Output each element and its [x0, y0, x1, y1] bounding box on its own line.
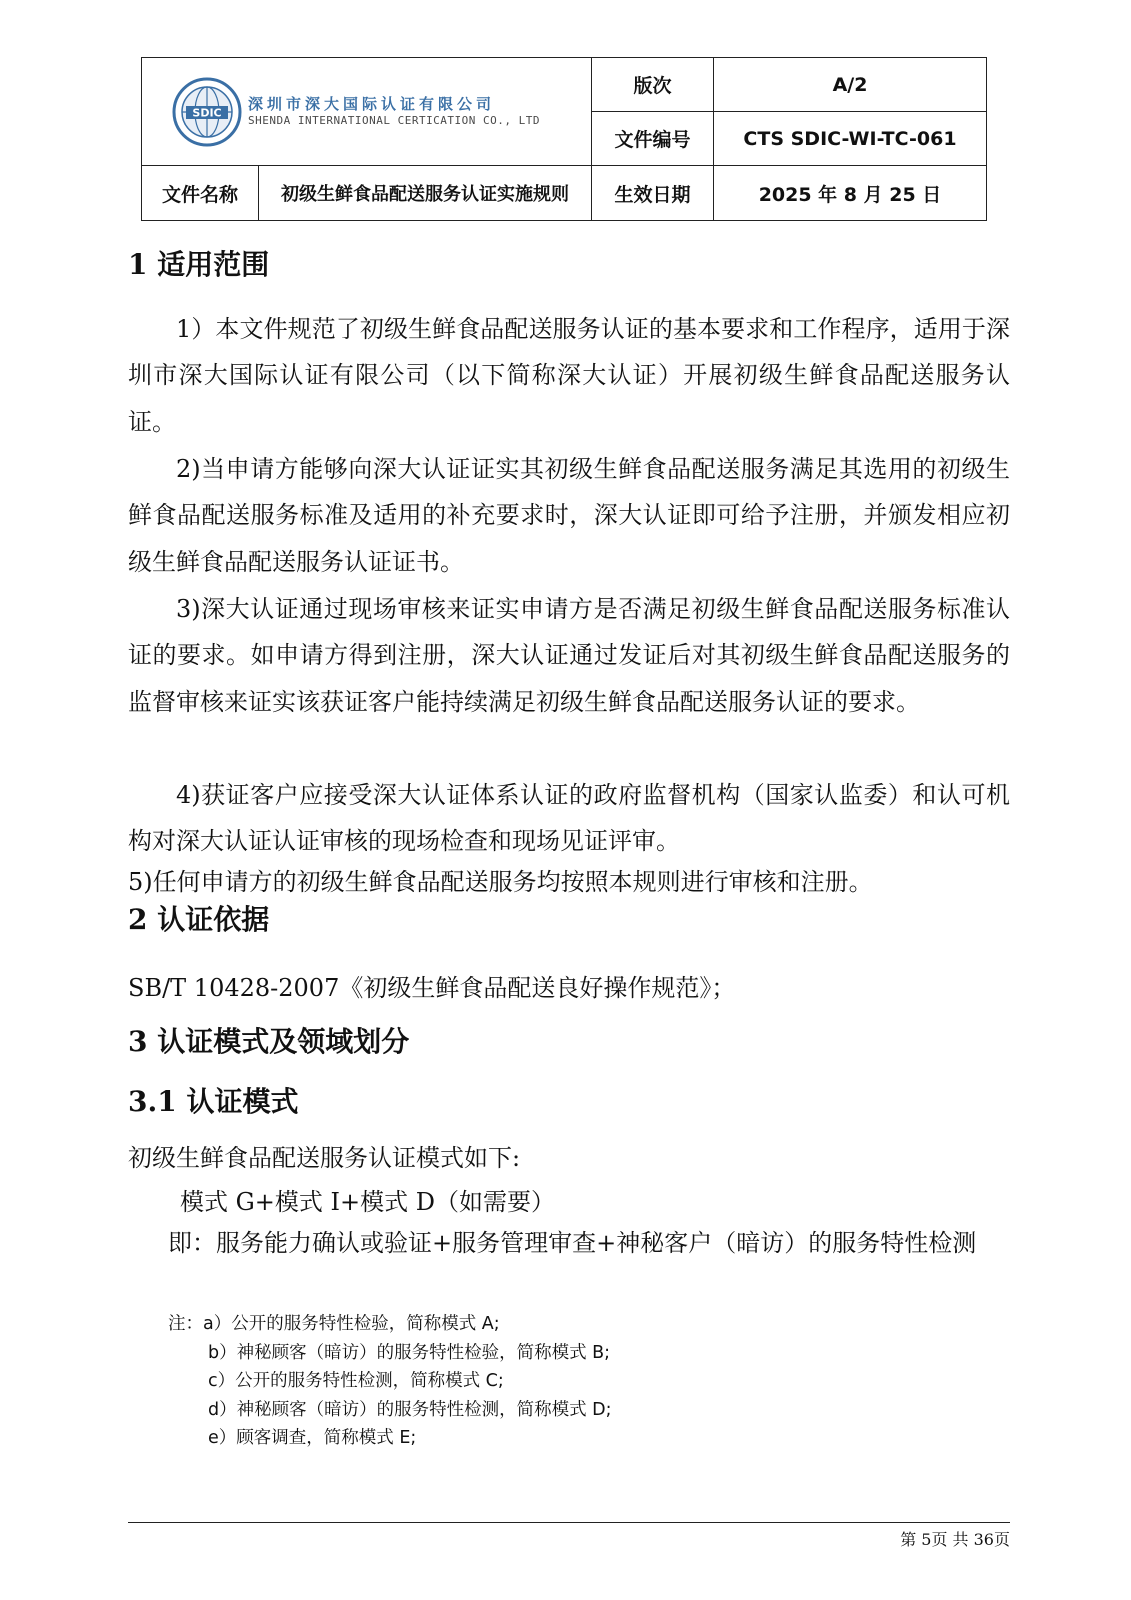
note-item: d）神秘顾客（暗访）的服务特性检测，简称模式 D; [208, 1399, 612, 1420]
effective-date-value: 2025 年 8 月 25 日 [714, 166, 987, 221]
section-1-paragraph-2: 2)当申请方能够向深大认证证实其初级生鲜食品配送服务满足其选用的初级生鲜食品配送服务标准及适用的补充要求时，深大认证即可给予注册，并颁发相应初级生鲜食品配送服务认证证书。 [128, 455, 1010, 576]
docname-label: 文件名称 [142, 166, 259, 221]
note-item: c）公开的服务特性检测，简称模式 C; [208, 1371, 504, 1391]
version-value: A/2 [714, 58, 987, 112]
document-header-table [141, 57, 987, 221]
note-item: e）顾客调查，简称模式 E; [208, 1428, 417, 1448]
section-1-paragraph-4: 4)获证客户应接受深大认证体系认证的政府监督机构（国家认监委）和认可机构对深大认证认证审核的现场检查和现场见证评审。 [128, 781, 1010, 856]
section-3-1-explain: 即：服务能力确认或验证+服务管理审查+神秘客户（暗访）的服务特性检测 [168, 1229, 977, 1257]
note-item: b）神秘顾客（暗访）的服务特性检验，简称模式 B; [208, 1342, 611, 1363]
globe-logo-icon [172, 77, 242, 147]
section-2-title: 2 认证依据 [128, 903, 270, 936]
section-3-1-intro: 初级生鲜食品配送服务认证模式如下: [128, 1144, 521, 1172]
company-name-cn: 深圳市深大国际认证有限公司 [248, 95, 496, 114]
company-logo-cell [142, 58, 592, 166]
docno-value: CTS SDIC-WI-TC-061 [714, 112, 987, 166]
footer-divider [128, 1522, 1010, 1523]
section-3-1-mode: 模式 G+模式 I+模式 D（如需要） [180, 1188, 555, 1216]
section-1-paragraph-3: 3)深大认证通过现场审核来证实申请方是否满足初级生鲜食品配送服务标准认证的要求。如申请方得到注册，深大认证通过发证后对其初级生鲜食品配送服务的监督审核来证实该获证客户能持续满足初级生鲜食品配送服务认证的要求。 [128, 595, 1010, 716]
company-name-en: SHENDA INTERNATIONAL CERTICATION CO., LTD [248, 114, 541, 127]
section-3-1-title: 3.1 认证模式 [128, 1085, 299, 1118]
docno-label: 文件编号 [592, 112, 714, 166]
page-number: 第 5页 共 36页 [900, 1530, 1010, 1549]
section-2-standard: SB/T 10428-2007《初级生鲜食品配送良好操作规范》； [128, 974, 736, 1002]
section-3-title: 3 认证模式及领域划分 [128, 1025, 410, 1058]
logo-badge-text: SDIC [192, 106, 222, 119]
section-1-paragraph-1: 1）本文件规范了初级生鲜食品配送服务认证的基本要求和工作程序，适用于深圳市深大国际认证有限公司（以下简称深大认证）开展初级生鲜食品配送服务认证。 [128, 315, 1010, 436]
effective-date-label: 生效日期 [592, 166, 714, 221]
note-item: 注：a）公开的服务特性检验，简称模式 A; [168, 1314, 500, 1334]
notes-list [168, 1310, 612, 1453]
section-1-title: 1 适用范围 [128, 248, 270, 281]
section-1-paragraph-5: 5)任何申请方的初级生鲜食品配送服务均按照本规则进行审核和注册。 [128, 868, 873, 896]
docname-value: 初级生鲜食品配送服务认证实施规则 [259, 166, 592, 221]
version-label: 版次 [592, 58, 714, 112]
